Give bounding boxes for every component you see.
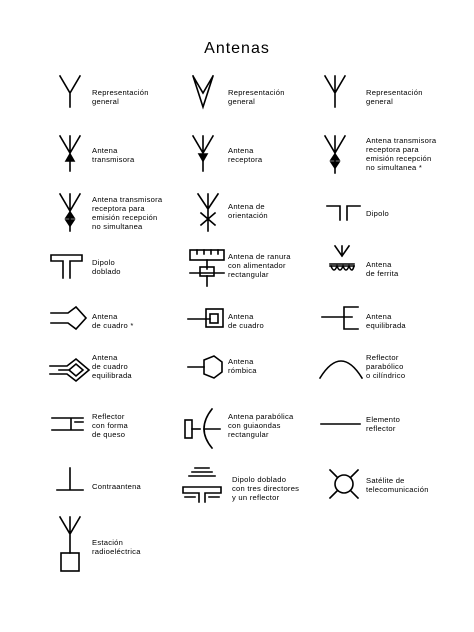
page-title: Antenas <box>204 40 270 57</box>
item-label: Antena parabólica con guiaondas rectangular <box>228 412 294 439</box>
dipole-icon <box>326 202 362 222</box>
item-label: Antena de ferrita <box>366 260 399 278</box>
antenna-transmit-icon <box>57 134 83 172</box>
item-label: Dipolo <box>366 209 390 218</box>
antenna-transceiver-icon <box>322 134 348 174</box>
slot-antenna-icon <box>188 248 228 288</box>
item-label: Dipolo doblado con tres directores y un reflector <box>232 475 300 502</box>
ferrite-antenna-icon <box>326 244 356 284</box>
balanced-antenna-icon <box>320 302 360 334</box>
item-label: Dipolo doblado <box>92 258 121 276</box>
item-label: Antena equilibrada <box>366 312 406 330</box>
folded-dipole-icon <box>49 252 85 280</box>
item-label: Antena de orientación <box>228 202 268 220</box>
item-label: Antena transmisora receptora para emisión recepción no simultanea * <box>366 136 437 172</box>
balanced-loop-antenna-icon <box>47 356 93 384</box>
satellite-icon <box>328 468 360 500</box>
antenna-receive-icon <box>190 134 216 172</box>
parabolic-reflector-icon <box>318 352 364 382</box>
item-label: Reflector parabólico o cilíndrico <box>366 353 406 380</box>
item-label: Antena receptora <box>228 146 263 164</box>
item-label: Contraantena <box>92 482 142 491</box>
antenna-general-icon <box>190 74 216 108</box>
item-label: Representación general <box>366 88 423 106</box>
antenna-general-icon <box>57 74 83 108</box>
reflector-element-icon <box>320 418 362 430</box>
loop-antenna-icon <box>186 304 226 334</box>
loop-antenna-icon <box>48 304 90 332</box>
item-label: Antena de cuadro equilibrada <box>92 353 132 380</box>
item-label: Reflector con forma de queso <box>92 412 129 439</box>
item-label: Antena rómbica <box>228 357 257 375</box>
item-label: Satélite de telecomunicación <box>366 476 429 494</box>
parabolic-waveguide-icon <box>182 404 226 450</box>
item-label: Antena de cuadro * <box>92 312 134 330</box>
item-label: Antena de ranura con alimentador rectangular <box>228 252 291 279</box>
item-label: Antena transmisora receptora para emisión recepción no simultanea <box>92 195 163 231</box>
antenna-transceiver-icon <box>57 192 83 232</box>
item-label: Estación radioeléctrica <box>92 538 141 556</box>
item-label: Antena de cuadro <box>228 312 265 330</box>
item-label: Representación general <box>92 88 149 106</box>
folded-dipole-directors-icon <box>180 464 226 506</box>
cheese-reflector-icon <box>49 412 85 436</box>
radio-station-icon <box>57 514 83 572</box>
counterpoise-icon <box>55 466 87 494</box>
antenna-general-icon <box>322 74 348 108</box>
item-label: Elemento reflector <box>366 415 401 433</box>
antenna-orientation-icon <box>195 192 221 232</box>
rhombic-antenna-icon <box>186 352 226 384</box>
item-label: Antena transmisora <box>92 146 135 164</box>
item-label: Representación general <box>228 88 285 106</box>
